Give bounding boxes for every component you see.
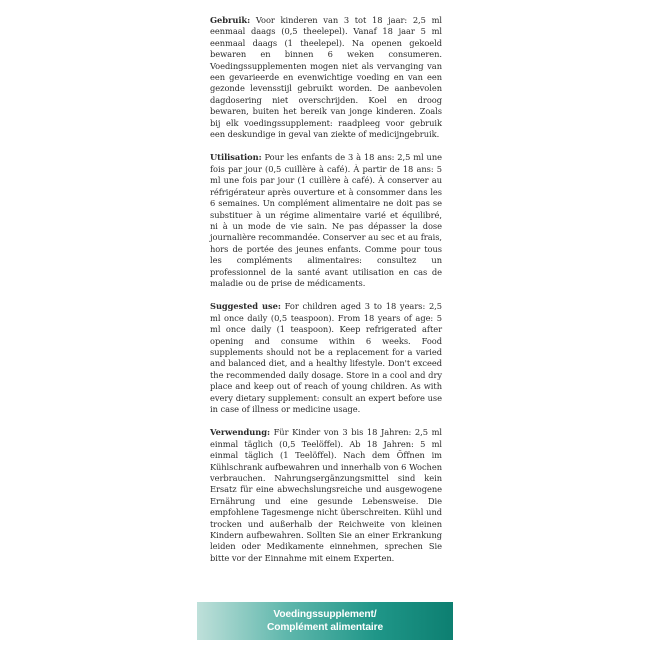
section-heading: Gebruik: bbox=[210, 15, 251, 25]
section-german bbox=[210, 427, 442, 564]
product-type-banner bbox=[197, 602, 453, 640]
section-dutch bbox=[210, 15, 442, 140]
section-text: For children aged 3 to 18 years: 2,5 ml once daily (0,5 teaspoon). From 18 years of age: 5 ml once daily (1 teaspoon). Keep refrigerated after opening and consume within 6 weeks. Food supplements should not be a replacement for a varied and balanced diet, and a healthy lifestyle. Don't exceed the recommended daily dosage. Store in a cool and dry place and keep out of reach of young children. As with every dietary supplement: consult an expert before use in case of illness or medicine usage. bbox=[210, 301, 442, 414]
usage-instructions bbox=[210, 15, 442, 576]
banner-line-2: Complément alimentaire bbox=[266, 622, 384, 633]
section-heading: Suggested use: bbox=[210, 301, 281, 312]
section-heading: Verwendung: bbox=[210, 427, 270, 438]
section-french bbox=[210, 152, 442, 289]
section-english bbox=[210, 301, 442, 415]
section-text: Pour les enfants de 3 à 18 ans: 2,5 ml une fois par jour (0,5 cuillère à café). À partir de 18 ans: 5 ml une fois par jour (1 cuillère à café). À conserver au réfrigérateur après ouverture et à consommer dans les 6 semaines. Un complément alimentaire ne doit pas se substituer à un régime alimentaire varié et équilibré, ni à un mode de vie sain. Ne pas dépasser la dose journalière recommandée. Conserver au sec et au frais, hors de portée des jeunes enfants. Comme pour tous les compléments alimentaires: consultez un professionnel de la santé avant utilisation en cas de maladie ou de prise de médicaments. bbox=[210, 152, 442, 288]
banner-line-1: Voedingssupplement/ bbox=[273, 609, 377, 620]
section-text: Voor kinderen van 3 tot 18 jaar: 2,5 ml eenmaal daags (0,5 theelepel). Vanaf 18 jaar 5 ml eenmaal daags (1 theelepel). Na openen gekoeld bewaren en binnen 6 weken consumeren. Voedingssupplementen mogen niet als vervanging van een gevarieerde en evenwichtige voeding en van een gezonde levensstijl gebruikt worden. De aanbevolen dagdosering niet overschrijden. Koel en droog bewaren, buiten het bereik van jonge kinderen. Zoals bij elk voedingssupplement: raadpleeg voor gebruik een deskundige in geval van ziekte of medicijngebruik. bbox=[210, 15, 442, 140]
section-text: Für Kinder von 3 bis 18 Jahren: 2,5 ml einmal täglich (0,5 Teelöffel). Ab 18 Jahren: 5 ml einmal täglich (1 Teelöffel). Nach dem Öffnen im Kühlschrank aufbewahren und innerhalb von 6 Wochen verbrauchen. Nahrungsergänzungsmittel sind kein Ersatz für eine abwechslungsreiche und ausgewogene Ernährung und eine gesunde Lebensweise. Die empfohlene Tagesmenge nicht überschreiten. Kühl und trocken und außerhalb der Reichweite von kleinen Kindern aufbewahren. Sollten Sie an einer Erkrankung leiden oder Medikamente einnehmen, sprechen Sie bitte vor der Einnahme mit einem Experten. bbox=[210, 427, 442, 563]
section-heading: Utilisation: bbox=[210, 152, 262, 163]
